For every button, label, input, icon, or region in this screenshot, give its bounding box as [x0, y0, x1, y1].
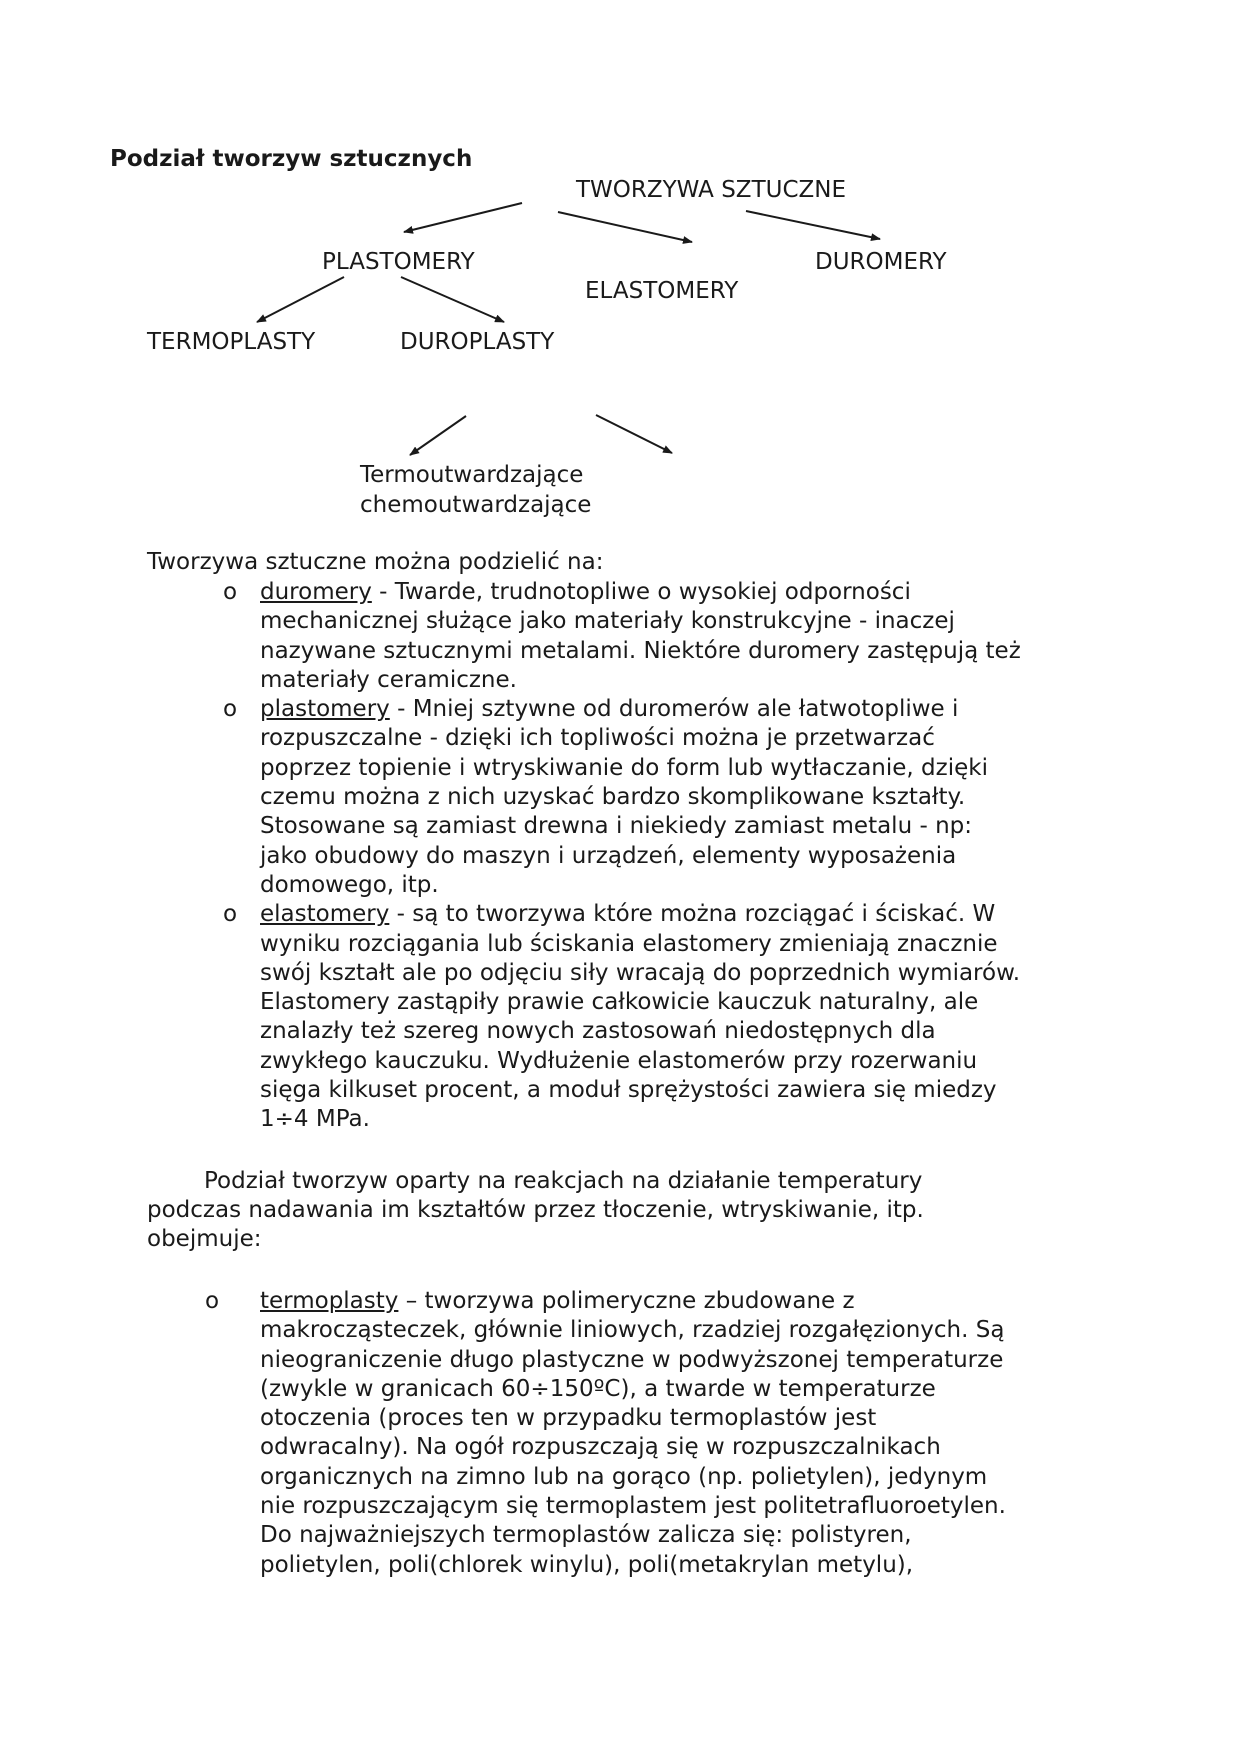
arrow-to-termoutwardzajace: [410, 416, 466, 455]
definition-line: nieograniczenie długo plastyczne w podwyższonej temperaturze: [260, 1346, 1004, 1373]
definition-line: czemu można z nich uzyskać bardzo skomplikowane kształty.: [260, 784, 966, 811]
definition-line: poprzez topienie i wtryskiwanie do form lub wytłaczanie, dzięki: [260, 754, 988, 781]
paragraph-line: Podział tworzyw oparty na reakcjach na działanie temperatury: [204, 1168, 923, 1194]
arrow-to-elastomery: [558, 212, 692, 242]
list-item-elastomery: [223, 900, 1021, 1134]
paragraph-line: obejmuje:: [147, 1226, 262, 1252]
node-elastomery: ELASTOMERY: [585, 278, 739, 304]
bullet-marker: o: [223, 901, 238, 928]
definition-line: jako obudowy do maszyn i urządzeń, elementy wyposażenia: [260, 842, 957, 869]
thermal-types-list: [205, 1287, 1006, 1580]
list-item-plastomery: [223, 695, 1021, 900]
arrow-to-plastomery: [404, 203, 522, 232]
definition-line: domowego, itp.: [260, 871, 439, 898]
definition-line: makrocząsteczek, głównie liniowych, rzadziej rozgałęzionych. Są: [260, 1317, 1005, 1344]
list-item-termoplasty: [205, 1287, 1006, 1580]
definition-line: - są to tworzywa które można rozciągać i ściskać. W: [389, 901, 996, 928]
bullet-marker: o: [223, 579, 238, 605]
term-termoplasty: termoplasty: [260, 1288, 399, 1314]
intro-text: Tworzywa sztuczne można podzielić na:: [147, 549, 604, 575]
paragraph-line: podczas nadawania im kształtów przez tłoczenie, wtryskiwanie, itp.: [147, 1197, 924, 1223]
material-types-list: [223, 578, 1021, 1135]
definition-line: rozpuszczalne - dzięki ich topliwości można je przetwarzać: [260, 725, 935, 752]
definition-line: swój kształt ale po odjęciu siły wracają do poprzednich wymiarów.: [260, 959, 1021, 986]
definition-line: – tworzywa polimeryczne zbudowane z: [398, 1288, 855, 1314]
term-plastomery: plastomery: [260, 696, 390, 723]
node-duroplasty: DUROPLASTY: [400, 329, 555, 355]
definition-line: polietylen, poli(chlorek winylu), poli(metakrylan metylu),: [260, 1551, 914, 1578]
node-chemoutwardzajace: chemoutwardzające: [360, 492, 592, 518]
term-elastomery: elastomery: [260, 901, 390, 928]
definition-line: - Mniej sztywne od duromerów ale łatwotopliwe i: [389, 696, 959, 723]
definition-line: 1÷4 MPa.: [260, 1106, 370, 1133]
definition-line: Stosowane są zamiast drewna i niekiedy zamiast metalu - np:: [260, 813, 972, 840]
node-termoutwardzajace: Termoutwardzające: [360, 462, 584, 488]
node-plastomery: PLASTOMERY: [322, 249, 475, 275]
page-title: Podział tworzyw sztucznych: [110, 146, 473, 172]
temperature-paragraph: [147, 1167, 1027, 1254]
node-tworzywa-sztuczne: TWORZYWA SZTUCZNE: [576, 177, 847, 203]
term-duromery: duromery: [260, 579, 372, 605]
classification-diagram: [0, 0, 1240, 560]
definition-line: nie rozpuszczającym się termoplastem jest politetrafluoroetylen.: [260, 1493, 1006, 1520]
definition-line: (zwykle w granicach 60÷150ºC), a twarde w temperaturze: [260, 1375, 936, 1402]
definition-line: - Twarde, trudnotopliwe o wysokiej odporności: [371, 579, 911, 605]
definition-line: Elastomery zastąpiły prawie całkowicie kauczuk naturalny, ale: [260, 989, 979, 1016]
definition-line: organicznych na zimno lub na gorąco (np. polietylen), jedynym: [260, 1463, 988, 1490]
definition-line: zwykłego kauczuku. Wydłużenie elastomerów przy rozerwaniu: [260, 1047, 978, 1074]
definition-line: znalazły też szereg nowych zastosowań niedostępnych dla: [260, 1018, 936, 1045]
node-termoplasty: TERMOPLASTY: [147, 329, 316, 355]
node-duromery: DUROMERY: [815, 249, 947, 275]
definition-line: sięga kilkuset procent, a moduł sprężystości zawiera się miedzy: [260, 1077, 997, 1104]
arrow-to-chemoutwardzajace: [596, 415, 672, 453]
bullet-marker: o: [205, 1288, 220, 1314]
definition-line: wyniku rozciągania lub ściskania elastomery zmieniają znacznie: [260, 930, 998, 957]
bullet-marker: o: [223, 696, 238, 723]
definition-line: mechanicznej służące jako materiały konstrukcyjne - inaczej: [260, 608, 955, 635]
arrow-to-duromery: [746, 211, 880, 239]
arrow-to-termoplasty: [257, 277, 344, 322]
definition-line: odwracalny). Na ogół rozpuszczają się w rozpuszczalnikach: [260, 1434, 941, 1461]
arrow-to-duroplasty: [401, 277, 504, 322]
list-item-duromery: [223, 578, 1021, 695]
definition-line: materiały ceramiczne.: [260, 666, 517, 693]
definition-line: Do najważniejszych termoplastów zalicza się: polistyren,: [260, 1522, 912, 1549]
definition-line: otoczenia (proces ten w przypadku termoplastów jest: [260, 1405, 877, 1432]
definition-line: nazywane sztucznymi metalami. Niektóre duromery zastępują też: [260, 637, 1021, 664]
